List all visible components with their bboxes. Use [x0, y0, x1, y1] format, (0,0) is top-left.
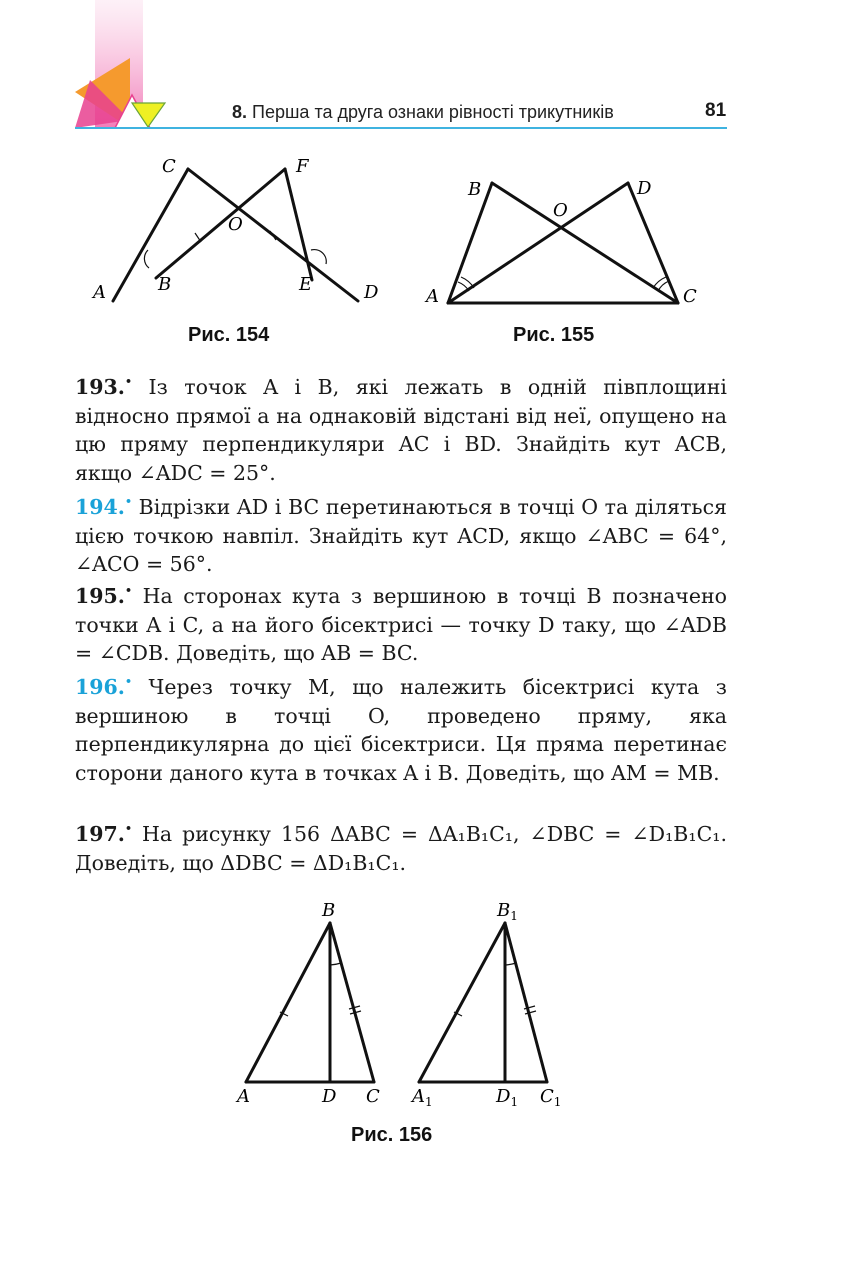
fig156-label-d1: $D_1$ — [496, 1086, 519, 1109]
fig154-label-d: D — [364, 282, 379, 303]
fig155-label-a: A — [426, 286, 439, 307]
fig154-caption: Рис. 154 — [188, 324, 270, 346]
fig155-caption: Рис. 155 — [513, 324, 595, 346]
header-rule — [75, 127, 727, 129]
fig154-label-f: F — [296, 156, 309, 177]
exercise-number: 196.• — [75, 675, 132, 699]
exercise-text: На рисунку 156 ΔABC = ΔA₁B₁C₁, ∠DBC = ∠D₁B₁C₁. Доведіть, що ΔDBC = ΔD₁B₁C₁. — [75, 822, 727, 875]
figure-154 — [80, 150, 400, 310]
fig156-caption: Рис. 156 — [351, 1124, 433, 1146]
fig154-label-a: A — [93, 282, 106, 303]
fig156-label-b: B — [322, 900, 336, 921]
exercise-number: 193.• — [75, 375, 132, 399]
page-number: 81 — [705, 100, 727, 121]
section-title: 8. Перша та друга ознаки рівності трикутників — [232, 102, 614, 122]
figure-155 — [420, 170, 710, 310]
fig155-label-c: C — [683, 286, 697, 307]
exercise-number: 195.• — [75, 584, 132, 608]
exercise-text: На сторонах кута з вершиною в точці B позначено точки A і C, а на його бісектрисі — точку D таку, що ∠ADB = ∠CDB. Доведіть, що AB = BC. — [75, 584, 727, 666]
fig155-label-o: O — [553, 200, 568, 221]
fig154-label-e: E — [299, 274, 313, 295]
figure-156 — [230, 895, 570, 1115]
fig156-label-c: C — [366, 1086, 380, 1107]
exercise-text: Через точку M, що належить бісектрисі кута з вершиною в точці O, проведено пряму, яка перпендикулярна до цієї бісектриси. Ця пряма перетинає сторони даного кута в точках A і B. Доведіть, що AM = MB. — [75, 675, 727, 785]
chapter-logo-icon — [70, 0, 170, 135]
fig156-label-b1: $B_1$ — [497, 900, 518, 923]
fig154-label-o: O — [228, 214, 243, 235]
exercise-number: 197.• — [75, 822, 132, 846]
exercise-196 — [75, 668, 727, 787]
exercise-195 — [75, 577, 727, 668]
exercise-197 — [75, 815, 727, 877]
exercise-194 — [75, 488, 727, 579]
fig155-label-b: B — [468, 179, 482, 200]
exercise-number: 194.• — [75, 495, 132, 519]
fig154-label-b: B — [158, 274, 172, 295]
exercise-text: Із точок A і B, які лежать в одній півплощині відносно прямої a на однаковій відстані від неї, опущено на цю пряму перпендикуляри AC і BD. Знайдіть кут ACB, якщо ∠ADC = 25°. — [75, 375, 727, 485]
exercise-193 — [75, 368, 727, 487]
fig155-label-d: D — [637, 178, 652, 199]
fig156-label-a: A — [237, 1086, 250, 1107]
fig154-label-c: C — [162, 156, 176, 177]
fig156-label-c1: $C_1$ — [540, 1086, 562, 1109]
fig156-label-d: D — [322, 1086, 337, 1107]
exercise-text: Відрізки AD і BC перетинаються в точці O та діляться цією точкою навпіл. Знайдіть кут ACD, якщо ∠ABC = 64°, ∠ACO = 56°. — [75, 495, 727, 577]
fig156-label-a1: $A_1$ — [412, 1086, 433, 1109]
